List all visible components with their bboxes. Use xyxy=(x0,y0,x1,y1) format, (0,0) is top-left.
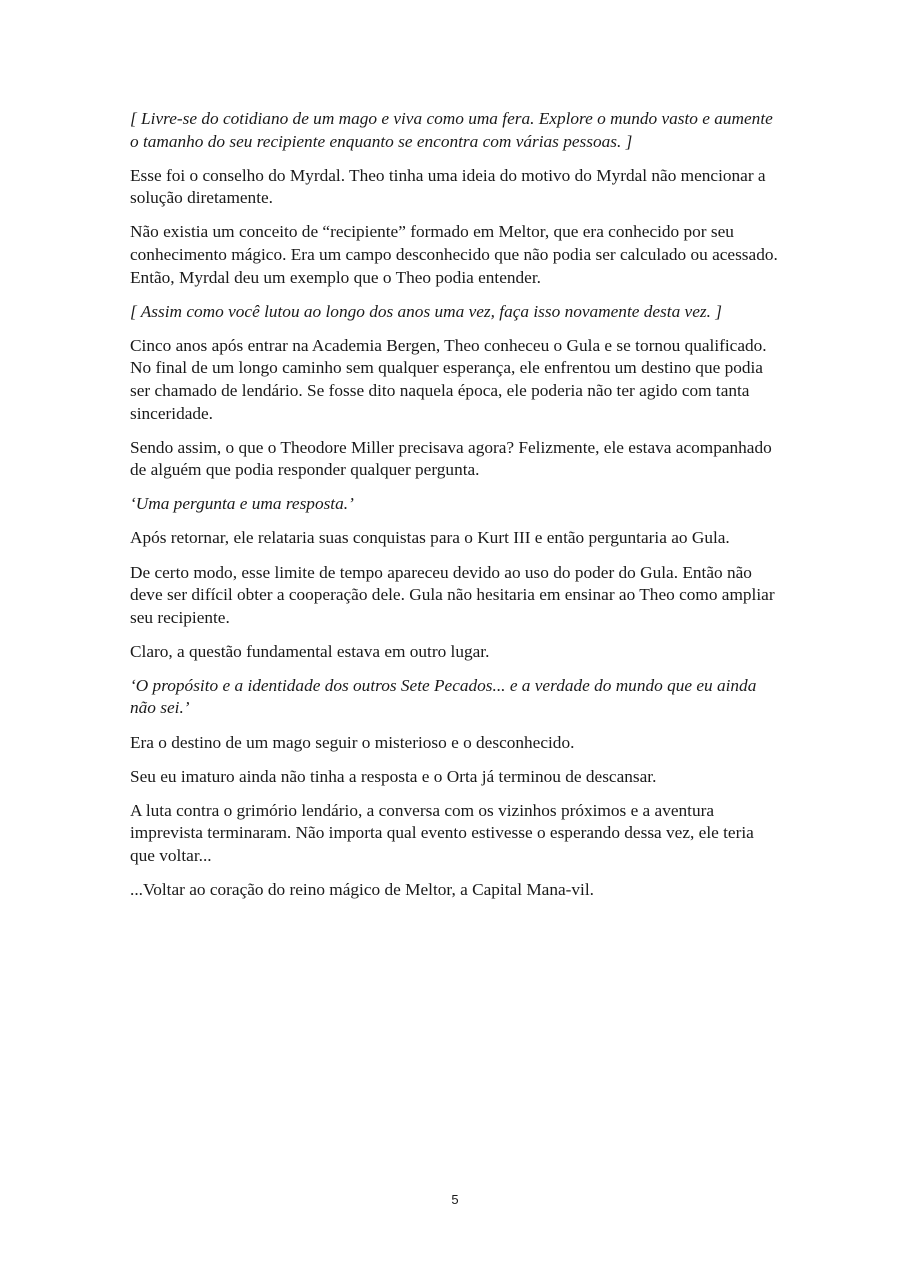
paragraph-11: ‘O propósito e a identidade dos outros Sete Pecados... e a verdade do mundo que eu ainda não sei.’ xyxy=(130,675,757,718)
paragraph-15: ...Voltar ao coração do reino mágico de Meltor, a Capital Mana-vil. xyxy=(130,880,594,900)
paragraph-3: Não existia um conceito de “recipiente” formado em Meltor, que era conhecido por seu conhecimento mágico. Era um campo desconhecido que não podia ser calculado ou acessado. Então, Myrdal deu um exemplo que o Theo podia entender. xyxy=(130,222,778,287)
paragraph-13: Seu eu imaturo ainda não tinha a resposta e o Orta já terminou de descansar. xyxy=(130,766,657,786)
paragraph-12: Era o destino de um mago seguir o misterioso e o desconhecido. xyxy=(130,732,575,752)
paragraph-10: Claro, a questão fundamental estava em outro lugar. xyxy=(130,641,490,661)
paragraph-7: ‘Uma pergunta e uma resposta.’ xyxy=(130,494,354,514)
paragraph-1: [ Livre-se do cotidiano de um mago e viva como uma fera. Explore o mundo vasto e aumente o tamanho do seu recipiente enquanto se encontra com várias pessoas. ] xyxy=(130,109,773,151)
paragraph-2: Esse foi o conselho do Myrdal. Theo tinha uma ideia do motivo do Myrdal não mencionar a solução diretamente. xyxy=(130,165,766,208)
paragraph-9: De certo modo, esse limite de tempo apareceu devido ao uso do poder do Gula. Então não deve ser difícil obter a cooperação dele. Gula não hesitaria em ensinar ao Theo como ampliar seu recipiente. xyxy=(130,562,775,627)
paragraph-6: Sendo assim, o que o Theodore Miller precisava agora? Felizmente, ele estava acompanhado de alguém que podia responder qualquer pergunta. xyxy=(130,437,772,480)
page-body xyxy=(130,108,778,913)
page-number: 5 xyxy=(451,1192,459,1207)
paragraph-8: Após retornar, ele relataria suas conquistas para o Kurt III e então perguntaria ao Gula. xyxy=(130,528,730,548)
paragraph-14: A luta contra o grimório lendário, a conversa com os vizinhos próximos e a aventura imprevista terminaram. Não importa qual evento estivesse o esperando dessa vez, ele teria que voltar... xyxy=(130,800,754,865)
paragraph-5: Cinco anos após entrar na Academia Bergen, Theo conheceu o Gula e se tornou qualificado. No final de um longo caminho sem qualquer esperança, ele enfrentou um destino que podia ser chamado de lendário. Se fosse dito naquela época, ele poderia não ter agido com tanta sinceridade. xyxy=(130,335,767,423)
paragraph-4: [ Assim como você lutou ao longo dos anos uma vez, faça isso novamente desta vez. ] xyxy=(130,301,722,321)
